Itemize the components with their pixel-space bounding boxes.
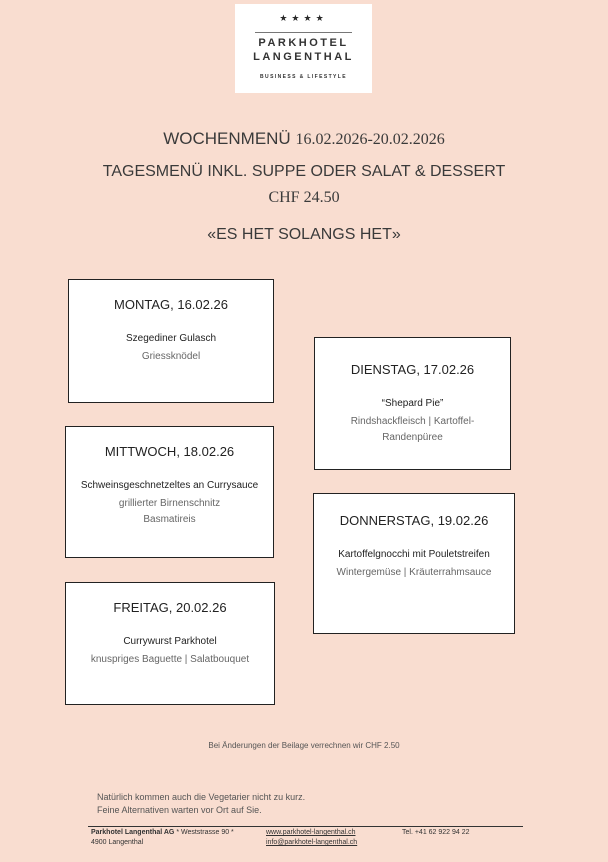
dish-main: Szegediner Gulasch bbox=[125, 333, 217, 344]
day-box-montag bbox=[68, 279, 274, 403]
hotel-logo bbox=[235, 4, 372, 93]
side-dish-change-note: Bei Änderungen der Beilage verrechnen wir CHF 2.50 bbox=[208, 741, 400, 750]
dish-side bbox=[315, 414, 510, 446]
footer-street: * Weststrasse 90 * bbox=[174, 829, 234, 836]
dish-side bbox=[66, 652, 274, 668]
menu-title-text: WOCHENMENÜ bbox=[163, 129, 291, 148]
menu-motto: «ES HET SOLANGS HET» bbox=[207, 226, 401, 243]
logo-name-line2: LANGENTHAL bbox=[253, 51, 354, 63]
day-box-mittwoch bbox=[65, 426, 274, 558]
footer-company: Parkhotel Langenthal AG bbox=[91, 829, 175, 836]
logo-name-line1: PARKHOTEL bbox=[258, 37, 349, 49]
dish-side-line: grillierter Birnenschnitz bbox=[118, 498, 221, 509]
menu-price-text: CHF 24.50 bbox=[268, 189, 340, 206]
menu-dates: 16.02.2026-20.02.2026 bbox=[295, 131, 445, 148]
dish-main: Currywurst Parkhotel bbox=[123, 636, 217, 647]
dish-side bbox=[66, 496, 273, 528]
dish-side-line: Rindshackfleisch | Kartoffel- bbox=[350, 416, 475, 427]
day-title: DONNERSTAG, 19.02.26 bbox=[339, 513, 489, 528]
dish-side bbox=[314, 565, 514, 581]
day-title: FREITAG, 20.02.26 bbox=[113, 600, 227, 615]
email-link[interactable]: info@parkhotel-langenthal.ch bbox=[266, 839, 358, 846]
menu-price bbox=[0, 189, 608, 207]
footer-city: 4900 Langenthal bbox=[91, 839, 144, 846]
vegetarian-line-2: Feine Alternativen warten vor Ort auf Sie. bbox=[97, 805, 262, 815]
footer-address bbox=[91, 828, 234, 848]
menu-subtitle: TAGESMENÜ INKL. SUPPE ODER SALAT & DESSERT bbox=[102, 163, 506, 180]
dish-side-line: Wintergemüse | Kräuterrahmsauce bbox=[336, 567, 492, 578]
dish-side-line: Griessknödel bbox=[141, 351, 201, 362]
dish-side bbox=[69, 349, 273, 365]
dish-main: “Shepard Pie” bbox=[381, 398, 444, 409]
vegetarian-line-1: Natürlich kommen auch die Vegetarier nicht zu kurz. bbox=[97, 792, 306, 802]
website-link[interactable]: www.parkhotel-langenthal.ch bbox=[266, 829, 356, 836]
dish-main: Kartoffelgnocchi mit Pouletstreifen bbox=[338, 549, 490, 560]
day-box-donnerstag bbox=[313, 493, 515, 634]
day-title: MONTAG, 16.02.26 bbox=[114, 297, 228, 312]
day-box-freitag bbox=[65, 582, 275, 705]
footer-contact bbox=[266, 828, 357, 848]
menu-title bbox=[0, 129, 608, 149]
dish-main: Schweinsgeschnetzeltes an Currysauce bbox=[80, 480, 259, 491]
logo-stars: ★★★★ bbox=[279, 14, 328, 24]
logo-rule bbox=[255, 32, 352, 33]
day-title: DIENSTAG, 17.02.26 bbox=[350, 362, 475, 377]
logo-tagline: BUSINESS & LIFESTYLE bbox=[260, 74, 347, 80]
vegetarian-note bbox=[97, 791, 305, 817]
footer-phone: Tel. +41 62 922 94 22 bbox=[402, 829, 470, 836]
day-box-dienstag bbox=[314, 337, 511, 470]
footer-divider bbox=[88, 826, 523, 827]
day-title: MITTWOCH, 18.02.26 bbox=[104, 444, 235, 459]
dish-side-line: knuspriges Baguette | Salatbouquet bbox=[90, 654, 250, 665]
dish-side-line: Randenpüree bbox=[382, 432, 443, 443]
dish-side-line: Basmatireis bbox=[143, 514, 196, 525]
